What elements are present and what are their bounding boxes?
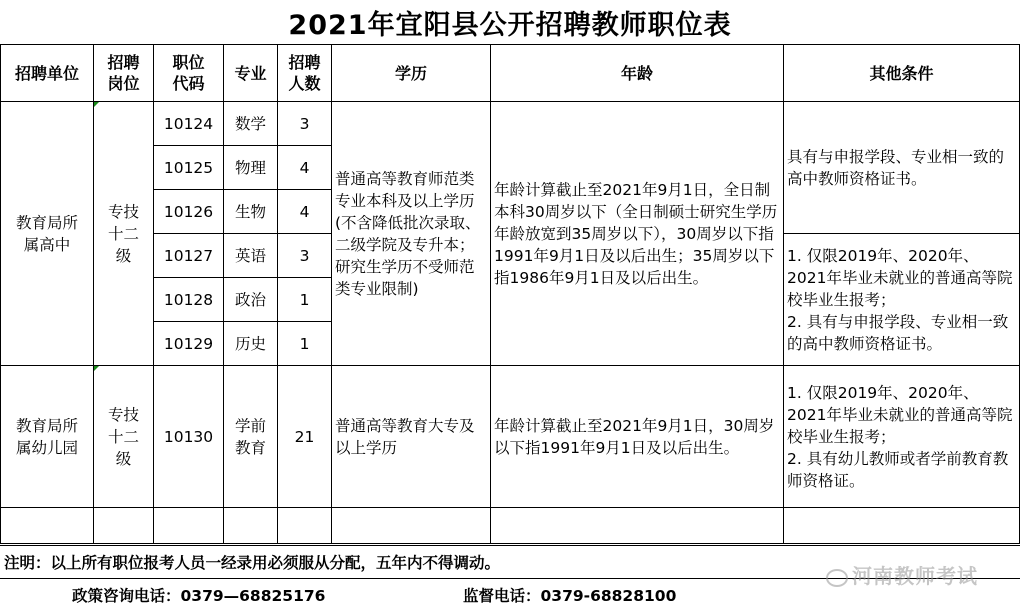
blank-cell xyxy=(1,508,94,544)
divider xyxy=(0,545,1020,546)
age-cell: 年龄计算截止至2021年9月1日，全日制本科30周岁以下（全日制硕士研究生学历年龄放宽到35周岁以下），30周岁以下指1991年9月1日及以后出生；35周岁以下指1986年9月1日及以后出生。 xyxy=(491,102,784,366)
code-cell: 10124 xyxy=(154,102,224,146)
blank-cell xyxy=(278,508,332,544)
table-row xyxy=(1,366,1020,508)
weibo-icon xyxy=(826,569,848,587)
unit-cell: 教育局所属幼儿园 xyxy=(1,366,94,508)
header-other: 其他条件 xyxy=(784,45,1020,102)
post-cell: 专技十二级 xyxy=(94,102,154,366)
header-age: 年龄 xyxy=(491,45,784,102)
supervise-phone: 监督电话：0379-68828100 xyxy=(463,587,677,605)
education-cell: 普通高等教育大专及以上学历 xyxy=(332,366,491,508)
blank-cell xyxy=(491,508,784,544)
major-cell: 数学 xyxy=(224,102,278,146)
major-cell: 学前教育 xyxy=(224,366,278,508)
header-count: 招聘人数 xyxy=(278,45,332,102)
policy-phone: 政策咨询电话：0379—68825176 xyxy=(72,587,326,605)
watermark xyxy=(826,560,978,589)
header-major: 专业 xyxy=(224,45,278,102)
major-cell: 英语 xyxy=(224,234,278,278)
other-cell: 1. 仅限2019年、2020年、2021年毕业未就业的普通高等院校毕业生报考； 2. 具有与申报学段、专业相一致的高中教师资格证书。 xyxy=(784,234,1020,366)
header-unit: 招聘单位 xyxy=(1,45,94,102)
other-cell: 1. 仅限2019年、2020年、2021年毕业未就业的普通高等院校毕业生报考； 2. 具有幼儿教师或者学前教育教师资格证。 xyxy=(784,366,1020,508)
blank-cell xyxy=(224,508,278,544)
count-cell: 1 xyxy=(278,278,332,322)
watermark-text: 河南教师考试 xyxy=(852,564,978,588)
count-cell: 1 xyxy=(278,322,332,366)
education-cell: 普通高等教育师范类专业本科及以上学历(不含降低批次录取、二级学院及专升本；研究生学历不受师范类专业限制) xyxy=(332,102,491,366)
unit-cell: 教育局所属高中 xyxy=(1,102,94,366)
code-cell: 10129 xyxy=(154,322,224,366)
other-cell: 具有与申报学段、专业相一致的高中教师资格证书。 xyxy=(784,102,1020,234)
header-code: 职位代码 xyxy=(154,45,224,102)
count-cell: 4 xyxy=(278,146,332,190)
count-cell: 3 xyxy=(278,102,332,146)
code-cell: 10125 xyxy=(154,146,224,190)
major-cell: 政治 xyxy=(224,278,278,322)
code-cell: 10130 xyxy=(154,366,224,508)
code-cell: 10128 xyxy=(154,278,224,322)
blank-row xyxy=(1,508,1020,544)
code-cell: 10126 xyxy=(154,190,224,234)
major-cell: 生物 xyxy=(224,190,278,234)
code-cell: 10127 xyxy=(154,234,224,278)
major-cell: 物理 xyxy=(224,146,278,190)
age-cell: 年龄计算截止至2021年9月1日，30周岁以下指1991年9月1日及以后出生。 xyxy=(491,366,784,508)
page-title: 2021年宜阳县公开招聘教师职位表 xyxy=(288,9,732,41)
count-cell: 21 xyxy=(278,366,332,508)
post-cell: 专技十二级 xyxy=(94,366,154,508)
blank-cell xyxy=(154,508,224,544)
blank-cell xyxy=(784,508,1020,544)
header-row xyxy=(1,45,1020,102)
major-cell: 历史 xyxy=(224,322,278,366)
position-table xyxy=(0,44,1020,544)
blank-cell xyxy=(332,508,491,544)
header-education: 学历 xyxy=(332,45,491,102)
note-text: 注明：以上所有职位报考人员一经录用必须服从分配，五年内不得调动。 xyxy=(4,554,501,572)
count-cell: 3 xyxy=(278,234,332,278)
count-cell: 4 xyxy=(278,190,332,234)
table-row xyxy=(1,102,1020,146)
header-post: 招聘岗位 xyxy=(94,45,154,102)
blank-cell xyxy=(94,508,154,544)
